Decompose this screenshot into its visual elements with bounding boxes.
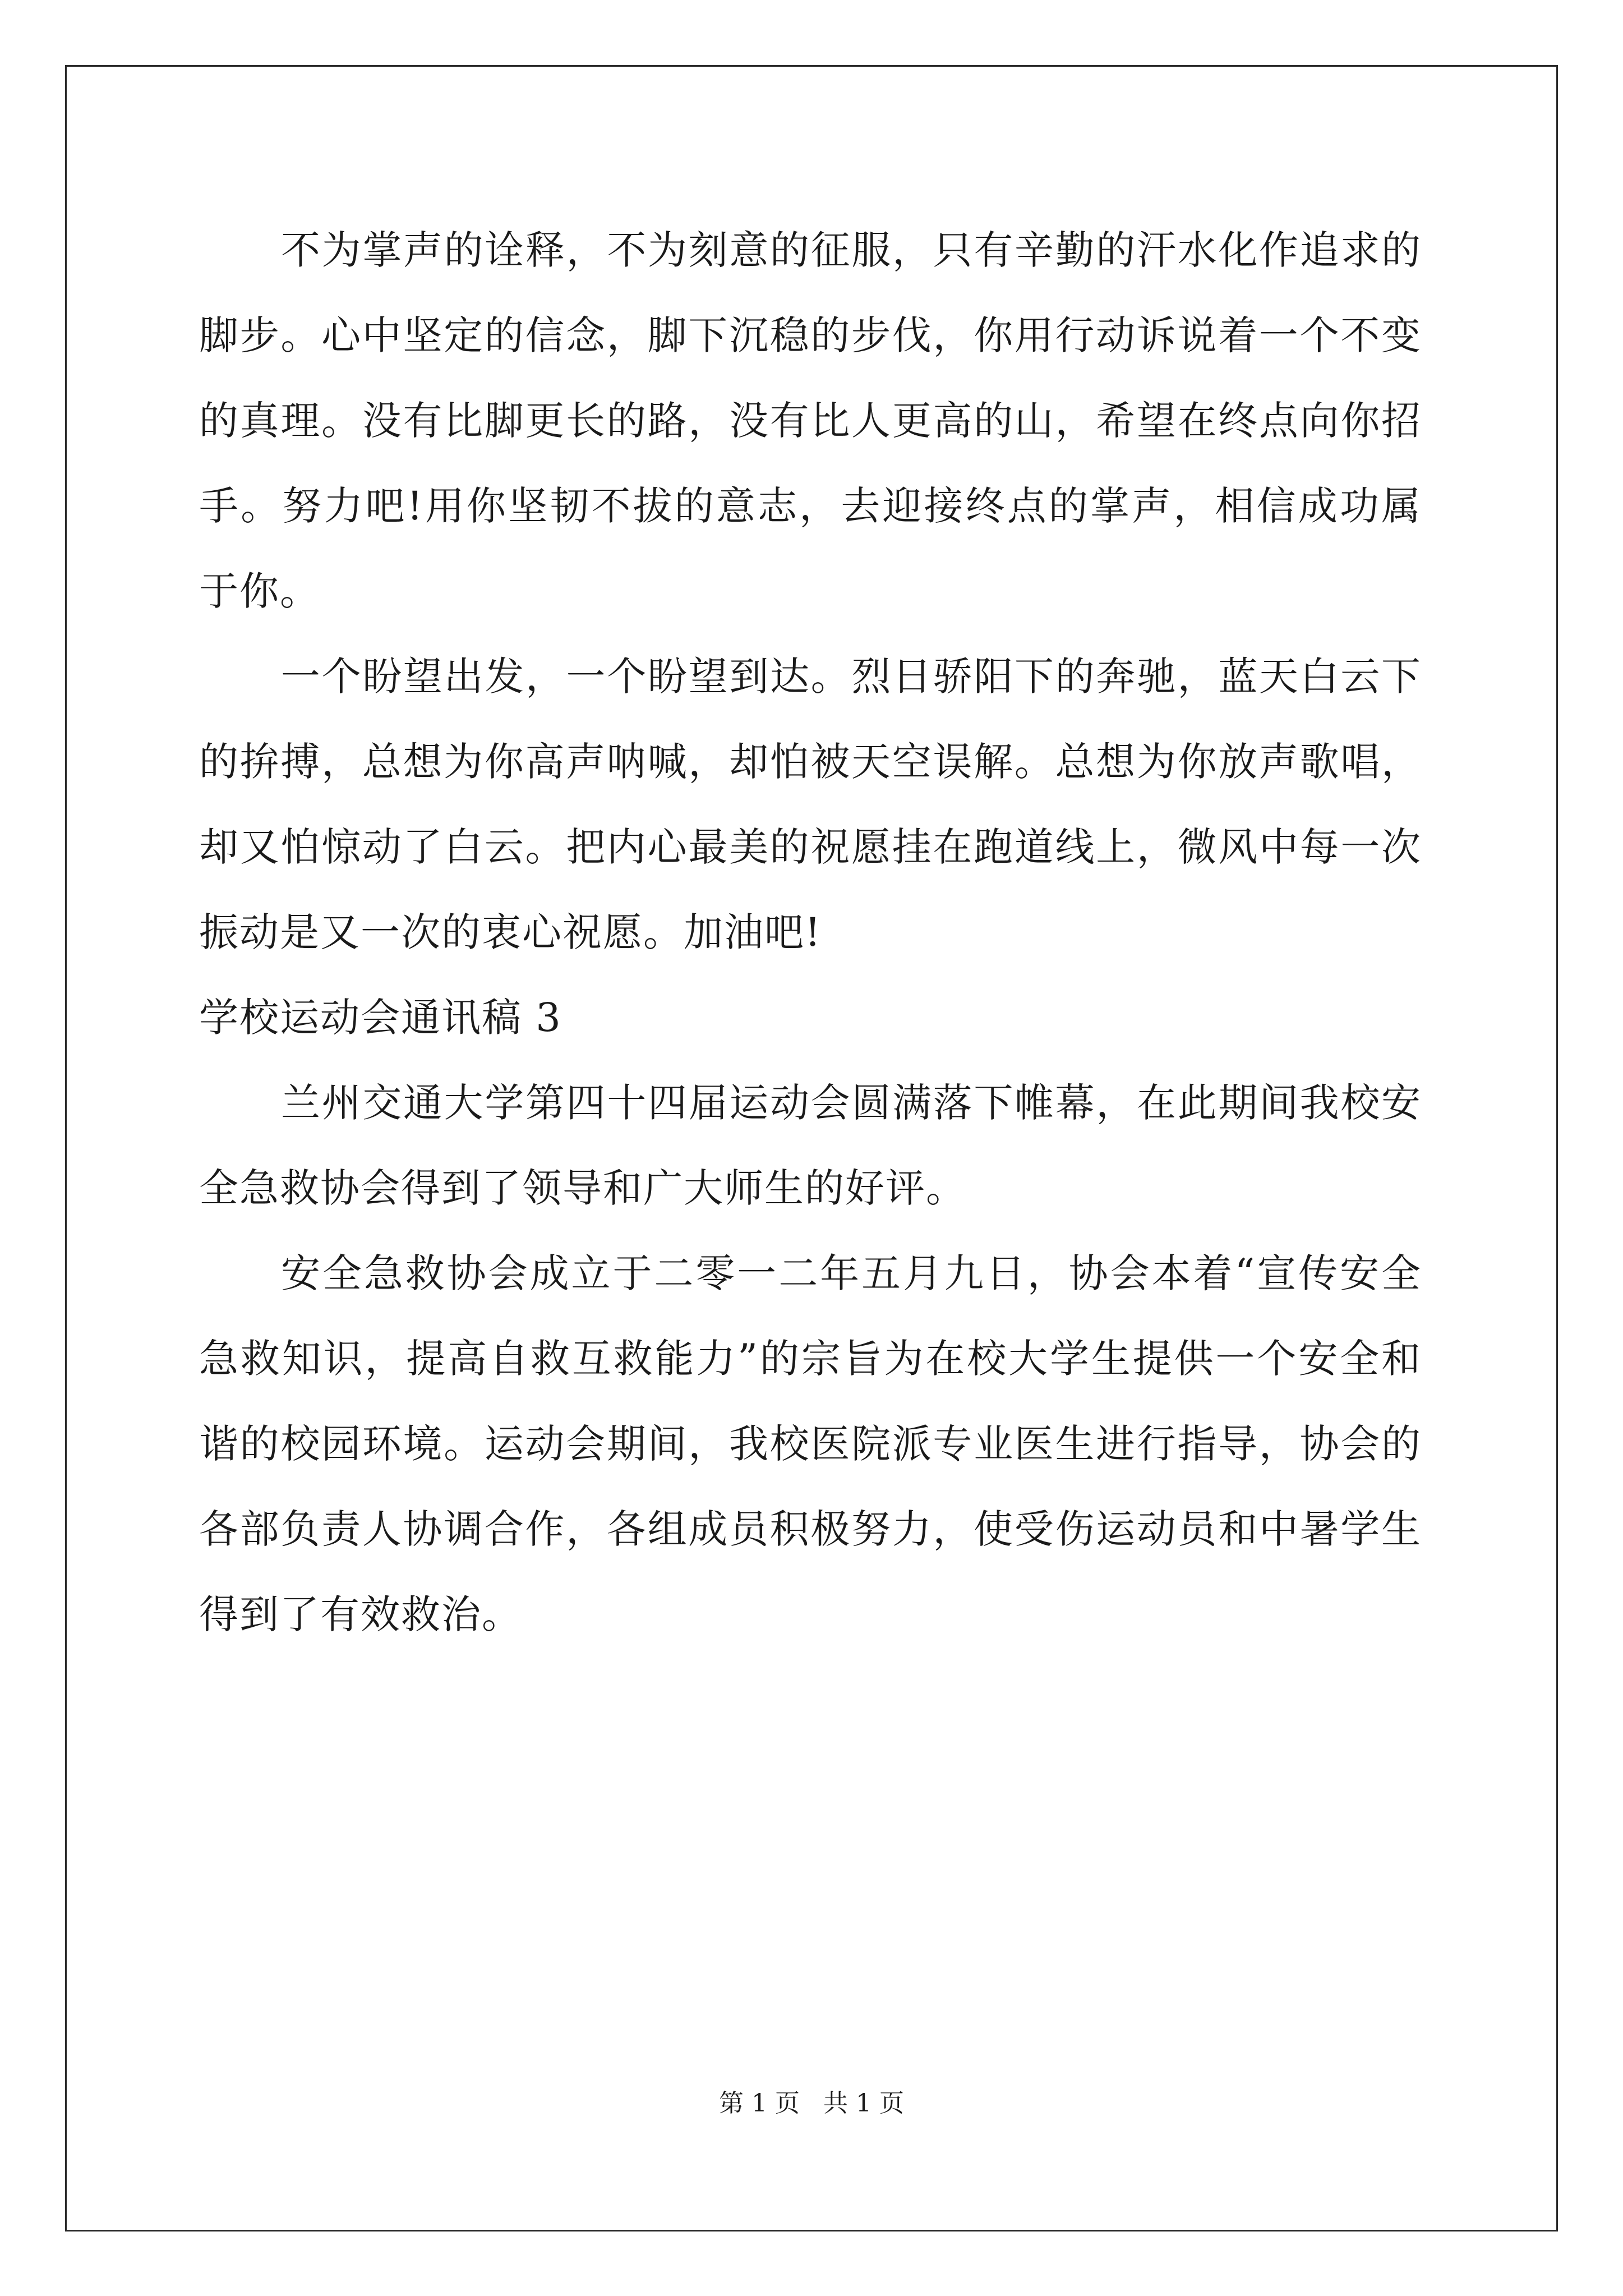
section-heading: 学校运动会通讯稿 3: [199, 995, 562, 1041]
document-body: [199, 208, 1422, 1657]
page-number-footer: 第 1 页 共 1 页: [719, 2089, 904, 2118]
paragraph-encouragement-2: 一个盼望出发，一个盼望到达。烈日骄阳下的奔驰，蓝天白云下的拚搏，总想为你高声呐喊，却怕被天空误解。总想为你放声歌唱，却又怕惊动了白云。把内心最美的祝愿挂在跑道线上，微风中每一次振动是又一次的衷心祝愿。加油吧!: [199, 654, 1422, 955]
paragraph-news-1: 兰州交通大学第四十四届运动会圆满落下帷幕，在此期间我校安全急救协会得到了领导和广大师生的好评。: [199, 1080, 1422, 1211]
paragraph-news-2: 安全急救协会成立于二零一二年五月九日，协会本着“宣传安全急救知识，提高自救互救能力”的宗旨为在校大学生提供一个安全和谐的校园环境。运动会期间，我校医院派专业医生进行指导，协会的各部负责人协调合作，各组成员积极努力，使受伤运动员和中暑学生得到了有效救治。: [199, 1250, 1422, 1637]
paragraph-encouragement-1: 不为掌声的诠释，不为刻意的征服，只有辛勤的汗水化作追求的脚步。心中坚定的信念，脚下沉稳的步伐，你用行动诉说着一个不变的真理。没有比脚更长的路，没有比人更高的山，希望在终点向你招手。努力吧!用你坚韧不拔的意志，去迎接终点的掌声，相信成功属于你。: [199, 227, 1422, 614]
